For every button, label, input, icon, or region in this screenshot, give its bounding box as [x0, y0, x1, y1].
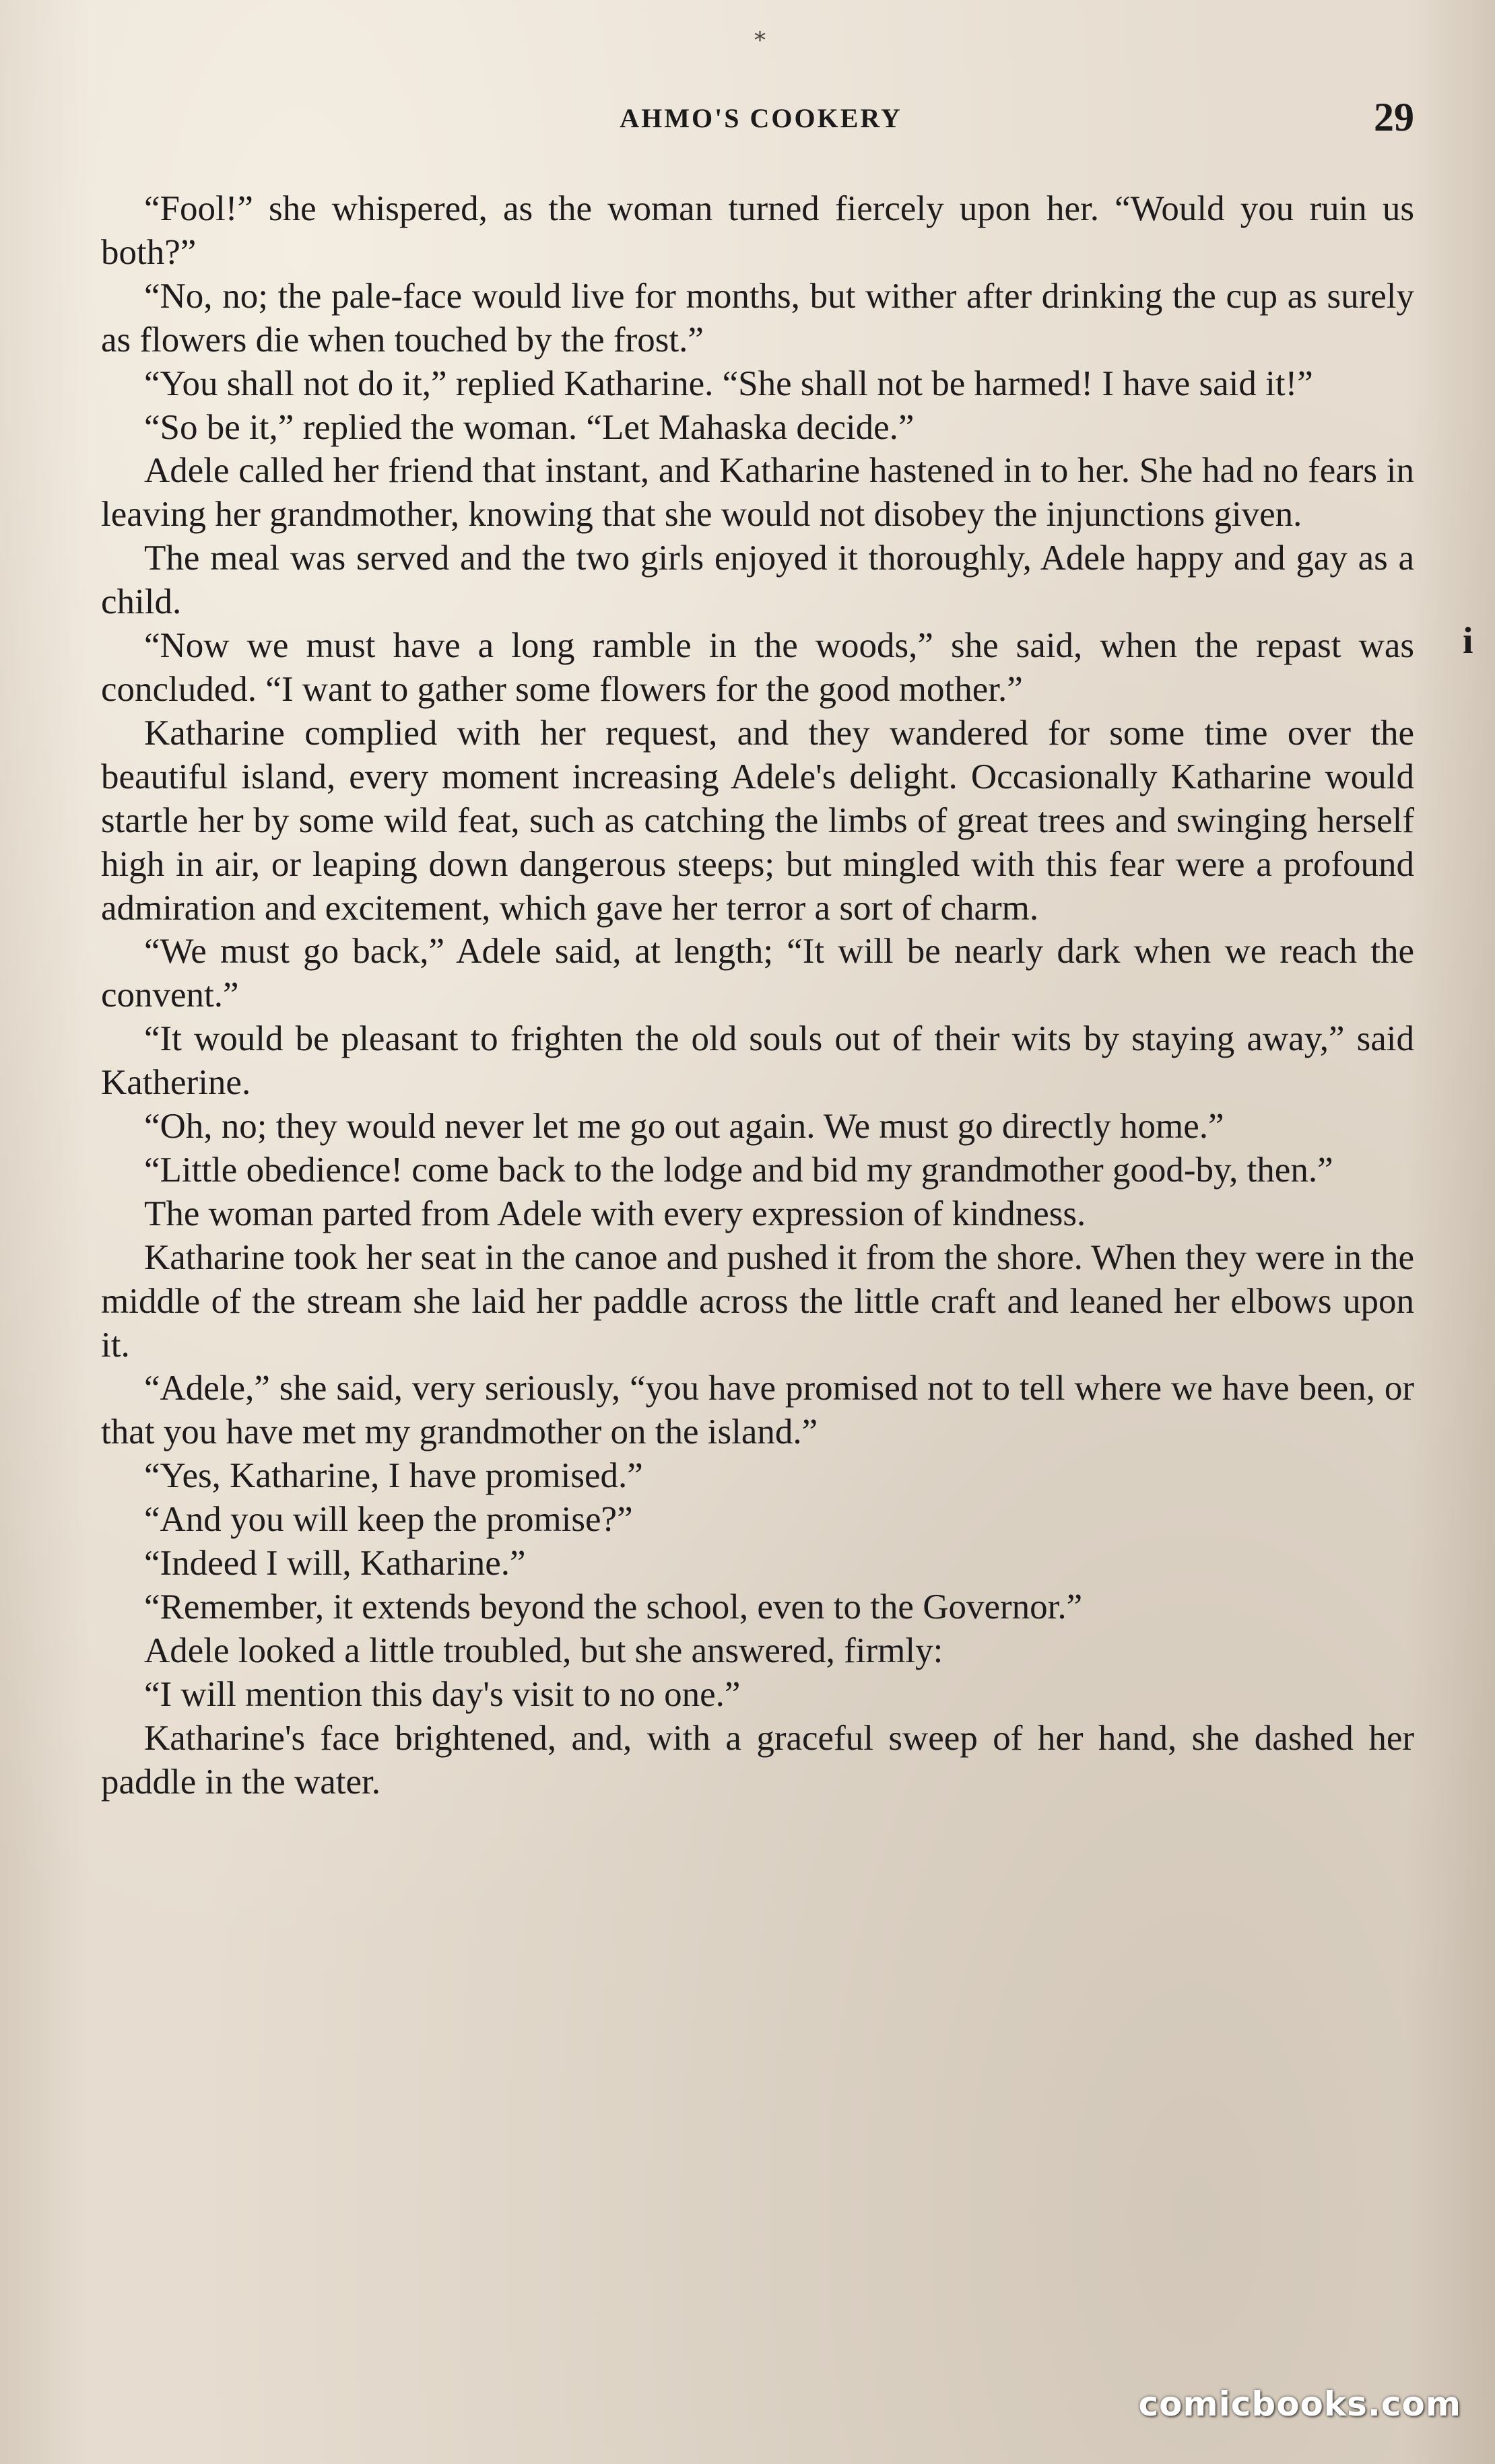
paragraph: “We must go back,” Adele said, at length; “It will be nearly dark when we reach the convent.” [101, 932, 1414, 1015]
margin-mark: i [1463, 620, 1473, 662]
paragraph: Katharine complied with her request, and they wandered for some time over the beautiful island, every moment increasing Adele's delight. Occasionally Katharine would startle her by some wild feat, such as catching the limbs of great trees and swinging herself high in air, or leaping down dangerous steeps; but mingled with this fear were a profound admiration and excitement, which gave her terror a sort of charm. [101, 713, 1414, 928]
paragraph: “Adele,” she said, very seriously, “you have promised not to tell where we have been, or that you have met my grandmother on the island.” [101, 1369, 1414, 1452]
paragraph: “So be it,” replied the woman. “Let Mahaska decide.” [144, 407, 915, 447]
paragraph: Katharine's face brightened, and, with a graceful sweep of her hand, she dashed her paddle in the water. [101, 1718, 1414, 1802]
paragraph: “Yes, Katharine, I have promised.” [144, 1456, 643, 1496]
paragraph: “I will mention this day's visit to no one.” [144, 1674, 741, 1714]
paragraph: Adele called her friend that instant, and Katharine hastened in to her. She had no fears in leaving her grandmother, knowing that she would not disobey the injunctions given. [101, 451, 1414, 535]
paragraph: Katharine took her seat in the canoe and pushed it from the shore. When they were in the middle of the stream she laid her paddle across the little craft and leaned her elbows upon it. [101, 1237, 1414, 1365]
top-printer-mark: * [754, 27, 766, 54]
running-head: AHMO'S COOKERY [620, 103, 902, 133]
paragraph: “You shall not do it,” replied Katharine. “She shall not be harmed! I have said it!” [144, 364, 1313, 403]
paragraph: “Oh, no; they would never let me go out again. We must go directly home.” [144, 1107, 1224, 1147]
watermark: comicbooks.com [1138, 2385, 1461, 2424]
body-text [101, 187, 1414, 1804]
paragraph: “Now we must have a long ramble in the woods,” she said, when the repast was concluded. “I want to gather some flowers for the good mother.” [101, 626, 1414, 709]
paragraph: “Fool!” she whispered, as the woman turned fiercely upon her. “Would you ruin us both?” [101, 189, 1414, 272]
paragraph: The meal was served and the two girls enjoyed it thoroughly, Adele happy and gay as a child. [101, 539, 1414, 622]
page-number: 29 [1374, 95, 1414, 139]
page-header [101, 94, 1421, 148]
paragraph: “No, no; the pale-face would live for months, but wither after drinking the cup as surely as flowers die when touched by the frost.” [101, 276, 1414, 360]
paragraph: “And you will keep the promise?” [144, 1500, 633, 1540]
paragraph: The woman parted from Adele with every expression of kindness. [144, 1194, 1086, 1233]
paragraph: “It would be pleasant to frighten the old souls out of their wits by staying away,” said Katherine. [101, 1019, 1414, 1103]
paragraph: “Indeed I will, Katharine.” [144, 1544, 526, 1583]
paragraph: Adele looked a little troubled, but she answered, firmly: [144, 1631, 943, 1670]
paragraph: “Little obedience! come back to the lodge and bid my grandmother good-by, then.” [144, 1150, 1333, 1190]
paragraph: “Remember, it extends beyond the school, even to the Governor.” [144, 1587, 1083, 1627]
